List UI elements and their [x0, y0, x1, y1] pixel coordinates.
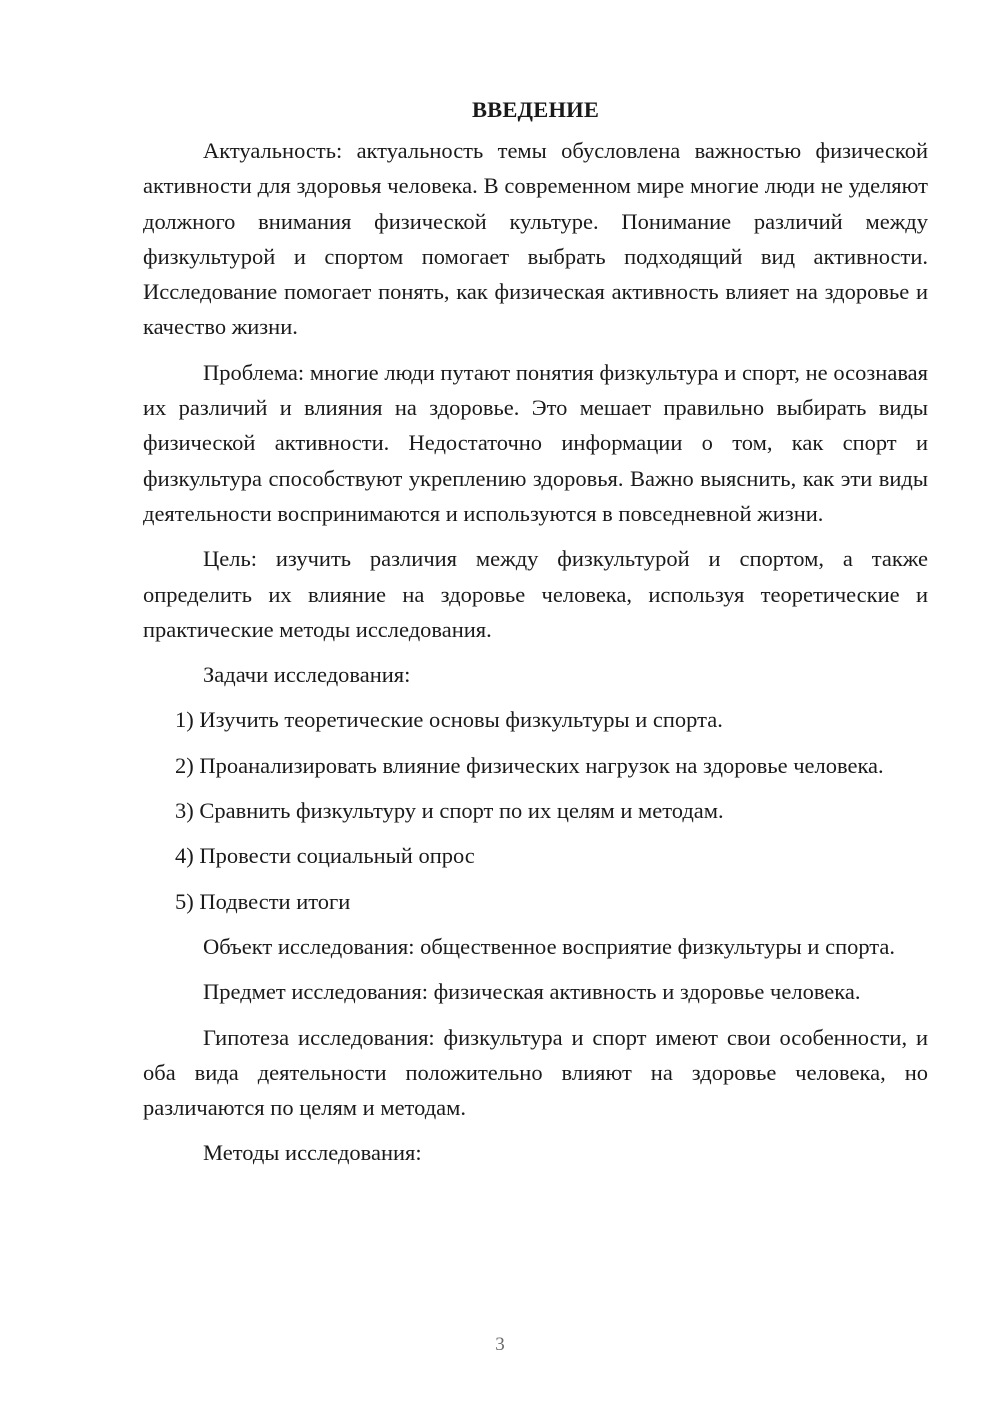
section-title: ВВЕДЕНИЕ [471, 97, 600, 122]
paragraph-relevance: Актуальность: актуальность темы обусловлена важностью физической активности для здоровья человека. В современном мире многие люди не уделяют должного внимания физической культуре. Понимание различий между физкультурой и спортом помогает выбрать подходящий вид активности. Исследование помогает понять, как физическая активность влияет на здоровье и качество жизни. [143, 138, 928, 340]
tasks-heading: Задачи исследования: [203, 662, 411, 688]
task-item-5: 5) Подвести итоги [175, 888, 351, 914]
methods-heading: Методы исследования: [203, 1140, 422, 1166]
paragraph-goal: Цель: изучить различия между физкультурой и спортом, а также определить их влияние на здоровье человека, используя теоретические и практические методы исследования. [143, 546, 928, 642]
paragraph-subject: Предмет исследования: физическая активность и здоровье человека. [203, 979, 861, 1005]
paragraph-hypothesis: Гипотеза исследования: физкультура и спорт имеют свои особенности, и оба вида деятельности положительно влияют на здоровье человека, но различаются по целям и методам. [143, 1024, 928, 1121]
document-page [143, 95, 928, 1181]
page-number: 3 [495, 1334, 505, 1355]
paragraph-object: Объект исследования: общественное восприятие физкультуры и спорта. [203, 933, 896, 959]
task-item-3: 3) Сравнить физкультуру и спорт по их целям и методам. [175, 798, 724, 824]
task-item-1: 1) Изучить теоретические основы физкультуры и спорта. [175, 707, 723, 733]
paragraph-problem: Проблема: многие люди путают понятия физкультура и спорт, не осознавая их различий и влияния на здоровье. Это мешает правильно выбирать виды физической активности. Недостаточно информации о том, как спорт и физкультура способствуют укреплению здоровья. Важно выяснить, как эти виды деятельности воспринимаются и используются в повседневной жизни. [143, 359, 928, 526]
task-item-4: 4) Провести социальный опрос [175, 843, 475, 869]
task-item-2: 2) Проанализировать влияние физических нагрузок на здоровье человека. [175, 752, 884, 778]
